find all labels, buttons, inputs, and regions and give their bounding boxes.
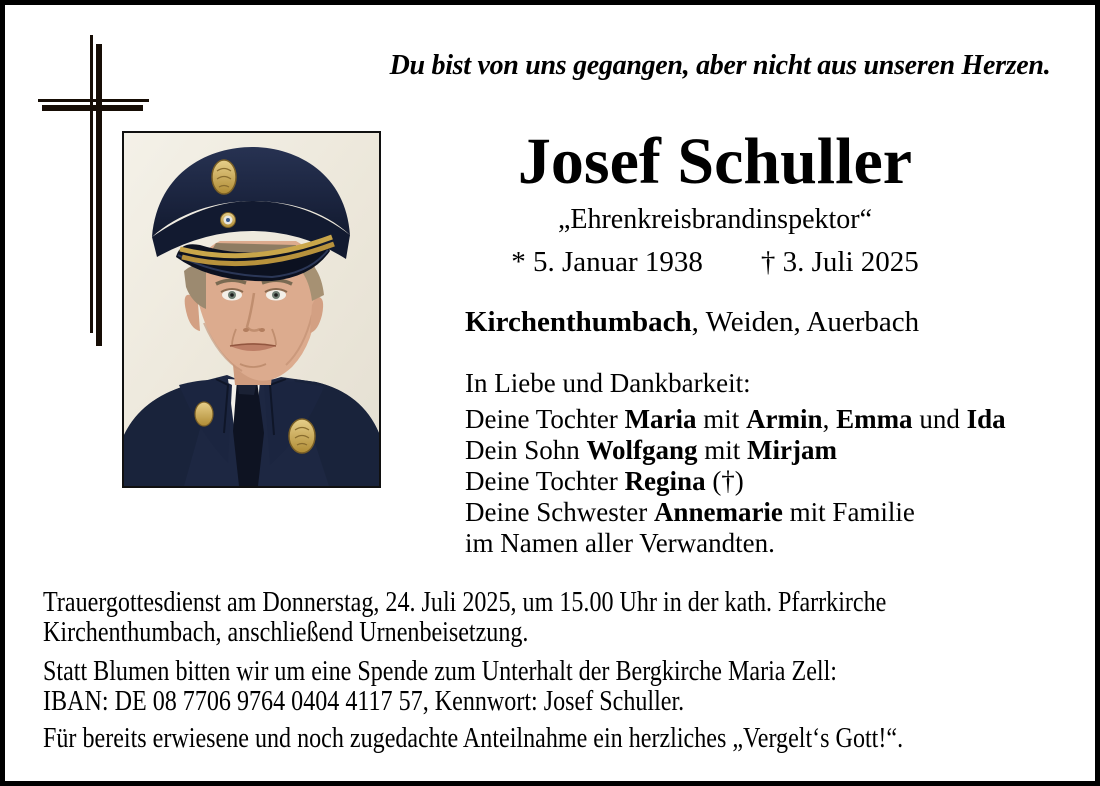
cross-vertical-thin — [90, 35, 93, 333]
name-emphasis: Maria — [624, 404, 697, 434]
text-segment: mit — [696, 404, 747, 434]
text-segment: Dein Sohn — [465, 435, 587, 465]
death-date: † 3. Juli 2025 — [760, 246, 919, 278]
name-emphasis: Armin — [746, 404, 823, 434]
mourner-line — [465, 497, 1006, 528]
mourner-line — [465, 528, 1006, 559]
mourner-line — [465, 435, 1006, 466]
places-line — [465, 306, 919, 339]
name-emphasis: Emma — [836, 404, 913, 434]
salutation: In Liebe und Dankbarkeit: — [465, 368, 751, 398]
cross-vertical-thick — [96, 44, 102, 346]
name-emphasis: Regina — [624, 466, 706, 496]
name-emphasis: Kirchenthumbach — [465, 306, 692, 338]
portrait-illustration — [124, 133, 379, 486]
name-emphasis: Mirjam — [747, 435, 837, 465]
portrait-photo — [122, 131, 381, 488]
honorific-title: „Ehrenkreisbrandinspektor“ — [557, 204, 873, 235]
life-dates — [405, 246, 1025, 279]
donation-line-2: IBAN: DE 08 7706 9764 0404 4117 57, Kennwort: Josef Schuller. — [43, 685, 685, 717]
text-segment: , — [822, 404, 837, 434]
birth-date: * 5. Januar 1938 — [511, 246, 703, 278]
service-line-2: Kirchenthumbach, anschließend Urnenbeisetzung. — [43, 616, 529, 648]
donation-paragraph — [43, 657, 1093, 716]
text-segment: Deine Schwester — [465, 497, 654, 527]
name-emphasis: Wolfgang — [586, 435, 698, 465]
deceased-name: Josef Schuller — [517, 125, 913, 198]
thanks-line: Für bereits erwiesene und noch zugedachte Anteilnahme ein herzliches „Vergelt‘s Gott!“. — [43, 723, 904, 754]
cross-horizontal-thin — [38, 99, 149, 102]
text-segment: mit Familie — [782, 497, 915, 527]
service-paragraph — [43, 588, 1093, 647]
thanks-paragraph — [43, 724, 1093, 754]
name-emphasis: Annemarie — [653, 497, 783, 527]
announcements — [43, 588, 1093, 754]
epigraph: Du bist von uns gegangen, aber nicht aus unseren Herzen. — [389, 50, 1051, 81]
text-segment: und — [912, 404, 967, 434]
mourner-line — [465, 466, 1006, 497]
mourner-line — [465, 404, 1006, 435]
text-segment: mit — [697, 435, 748, 465]
text-segment: (†) — [705, 466, 744, 496]
cross-horizontal-thick — [42, 105, 143, 111]
text-segment: im Namen aller Verwandten. — [465, 528, 775, 558]
text-segment: Deine Tochter — [465, 404, 625, 434]
mourners-list — [465, 404, 1006, 559]
text-segment: , Weiden, Auerbach — [691, 306, 920, 338]
text-segment: Deine Tochter — [465, 466, 625, 496]
service-line-1: Trauergottesdienst am Donnerstag, 24. Juli 2025, um 15.00 Uhr in der kath. Pfarrkirche — [43, 587, 887, 618]
name-emphasis: Ida — [966, 404, 1006, 434]
donation-line-1: Statt Blumen bitten wir um eine Spende zum Unterhalt der Bergkirche Maria Zell: — [43, 656, 837, 687]
